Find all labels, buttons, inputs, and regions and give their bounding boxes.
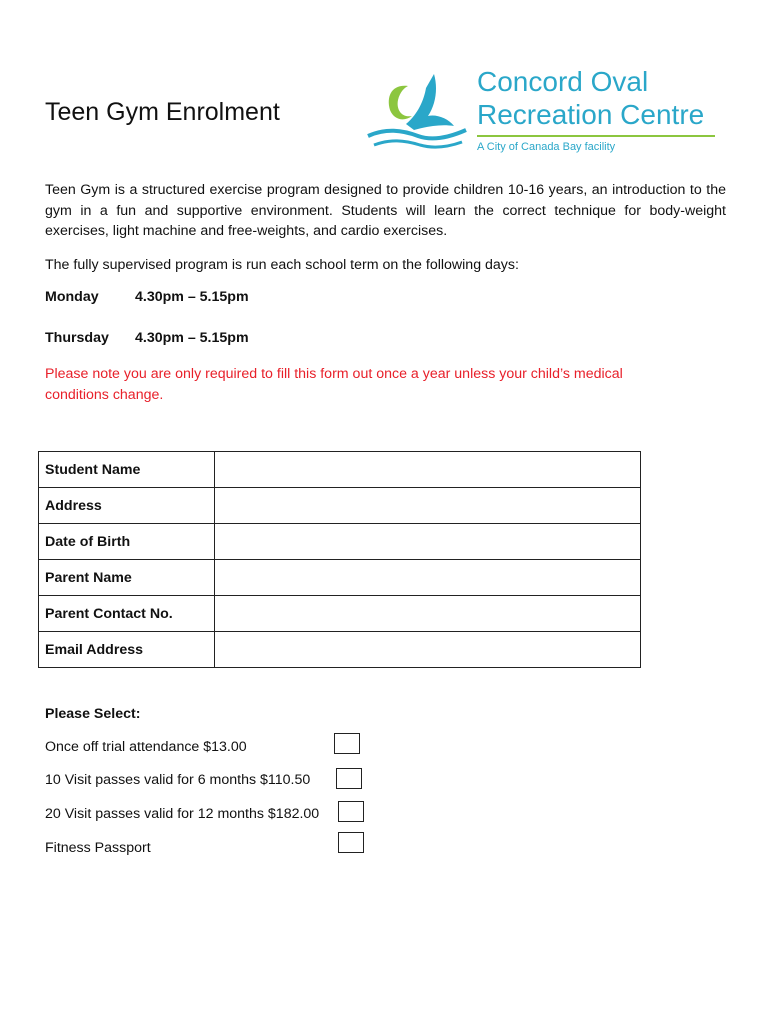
schedule-day: Monday bbox=[45, 289, 99, 305]
table-row bbox=[39, 524, 641, 560]
table-row bbox=[39, 596, 641, 632]
field-label: Parent Name bbox=[39, 560, 215, 596]
table-row bbox=[39, 632, 641, 668]
logo-divider bbox=[477, 135, 715, 137]
schedule-intro: The fully supervised program is run each school term on the following days: bbox=[45, 257, 519, 273]
fitness-passport-checkbox[interactable] bbox=[338, 832, 364, 853]
10-visit-pass-checkbox[interactable] bbox=[336, 768, 362, 789]
field-label: Date of Birth bbox=[39, 524, 215, 560]
field-label: Email Address bbox=[39, 632, 215, 668]
table-row bbox=[39, 560, 641, 596]
field-label: Parent Contact No. bbox=[39, 596, 215, 632]
option-label: 20 Visit passes valid for 12 months $182.00 bbox=[45, 806, 320, 822]
date-of-birth-field[interactable] bbox=[215, 524, 641, 560]
logo-icon bbox=[362, 70, 472, 156]
logo-text-line1: Concord Oval bbox=[477, 66, 649, 97]
option-label: Once off trial attendance $13.00 bbox=[45, 739, 247, 755]
medical-note: Please note you are only required to fill this form out once a year unless your child’s medical conditions change. bbox=[45, 366, 623, 403]
field-label: Student Name bbox=[39, 452, 215, 488]
email-address-field[interactable] bbox=[215, 632, 641, 668]
student-name-field[interactable] bbox=[215, 452, 641, 488]
select-heading: Please Select: bbox=[45, 706, 141, 722]
table-row bbox=[39, 488, 641, 524]
logo-tagline: A City of Canada Bay facility bbox=[477, 141, 616, 153]
page-title: Teen Gym Enrolment bbox=[45, 98, 280, 126]
enrolment-form-table bbox=[38, 451, 641, 668]
schedule-day: Thursday bbox=[45, 330, 109, 346]
schedule-time: 4.30pm – 5.15pm bbox=[135, 330, 249, 346]
parent-name-field[interactable] bbox=[215, 560, 641, 596]
field-label: Address bbox=[39, 488, 215, 524]
table-row bbox=[39, 452, 641, 488]
option-label: 10 Visit passes valid for 6 months $110.50 bbox=[45, 772, 311, 788]
20-visit-pass-checkbox[interactable] bbox=[338, 801, 364, 822]
option-label: Fitness Passport bbox=[45, 840, 151, 856]
schedule-time: 4.30pm – 5.15pm bbox=[135, 289, 249, 305]
trial-attendance-checkbox[interactable] bbox=[334, 733, 360, 754]
address-field[interactable] bbox=[215, 488, 641, 524]
parent-contact-field[interactable] bbox=[215, 596, 641, 632]
logo-text-line2: Recreation Centre bbox=[477, 99, 705, 130]
intro-paragraph: Teen Gym is a structured exercise program designed to provide children 10-16 years, an introduction to the gym in a fun and supportive environment. Students will learn the correct technique for body-weight exercises, light machine and free-weights, and cardio exercises. bbox=[45, 182, 726, 239]
